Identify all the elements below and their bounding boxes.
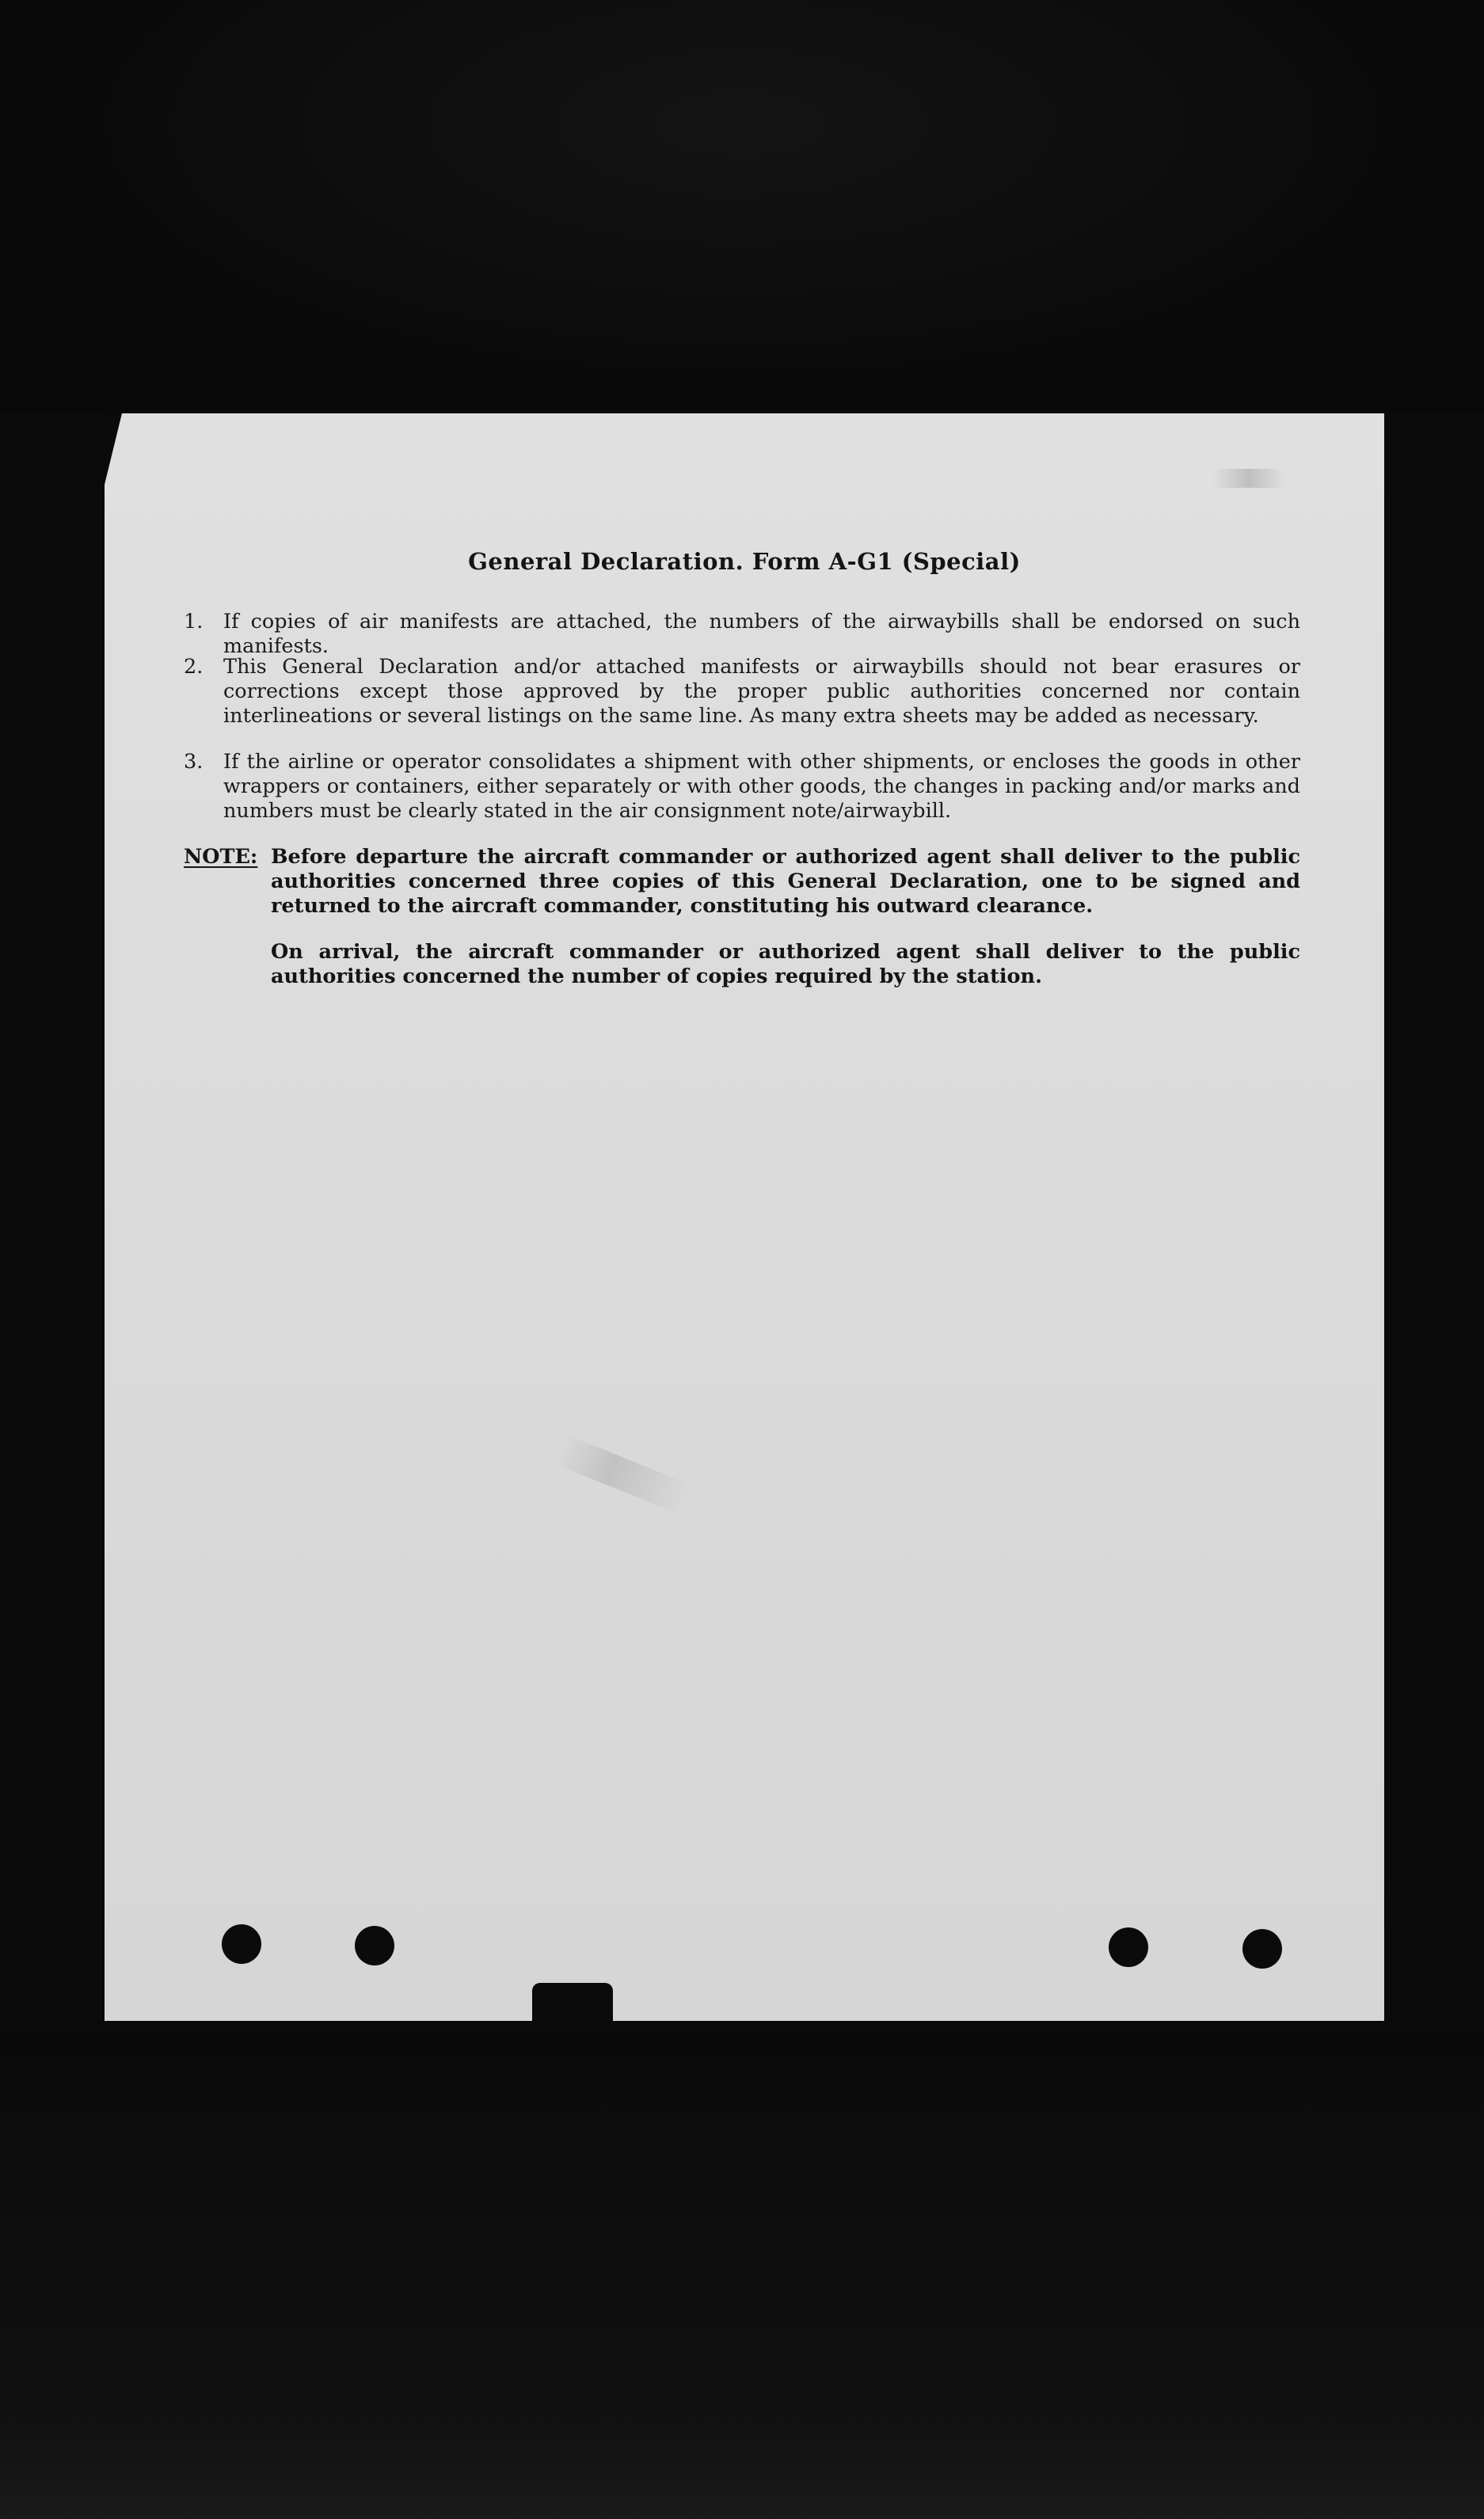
document-title: General Declaration. Form A-G1 (Special) — [468, 548, 1021, 575]
note-block — [184, 845, 1300, 919]
item-number: 1. — [184, 610, 204, 634]
item-text: If the airline or operator consolidates a shipment with other shipments, or encloses the goods in other wrappers or containers, either separately or with other goods, the changes in packing and/or marks and numbers must be clearly stated in the air consignment note/airwaybill. — [223, 750, 1300, 823]
note-label: NOTE: — [184, 845, 258, 869]
scan-background-bottom — [0, 2027, 1484, 2519]
note-paragraph-1: Before departure the aircraft commander or authorized agent shall deliver to the public authorities concerned three copies of this General Declaration, one to be signed and returned to the aircraft commander, constituting his outward clearance. — [271, 845, 1300, 918]
scan-background-top — [0, 0, 1484, 412]
punch-hole-right-1 — [1109, 1927, 1148, 1967]
item-text: If copies of air manifests are attached, the numbers of the airwaybills shall be endorsed on such manifests. — [223, 610, 1300, 658]
page-corner-curl — [105, 413, 122, 485]
punch-hole-right-2 — [1242, 1929, 1282, 1969]
item-text: This General Declaration and/or attached manifests or airwaybills should not bear erasures or corrections except those approved by the proper public authorities concerned nor contain interlineations or several listings on the same line. As many extra sheets may be added as necessary. — [223, 655, 1300, 728]
note-paragraph-2: On arrival, the aircraft commander or authorized agent shall deliver to the public authorities concerned the number of copies required by the station. — [271, 940, 1300, 988]
instruction-item-3 — [184, 750, 1300, 824]
instruction-item-2 — [184, 655, 1300, 729]
faint-handwritten-mark — [1213, 469, 1284, 488]
instruction-item-1 — [184, 610, 1300, 659]
item-number: 2. — [184, 655, 204, 679]
punch-hole-left-2 — [355, 1926, 394, 1965]
item-number: 3. — [184, 750, 204, 774]
page-tab-notch — [532, 1983, 613, 2021]
document-page — [105, 413, 1384, 2021]
faint-stamp-mark — [555, 1435, 692, 1515]
punch-hole-left-1 — [222, 1924, 261, 1964]
